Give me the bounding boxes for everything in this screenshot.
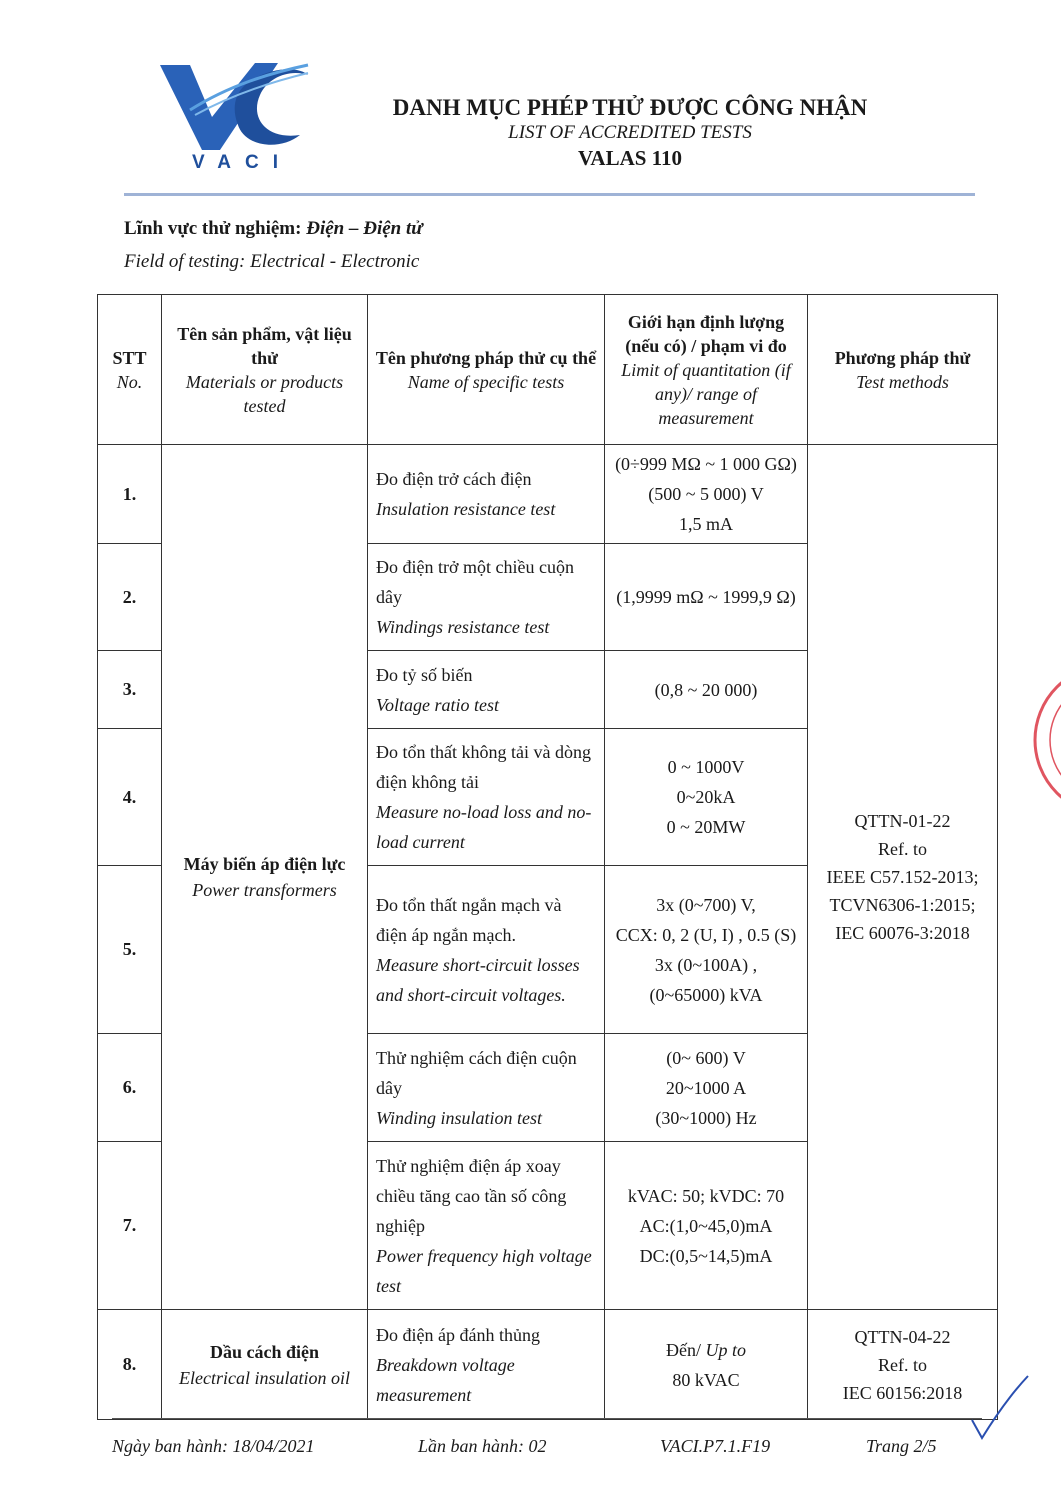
test-cell	[368, 1142, 605, 1310]
row-number: 8.	[98, 1310, 162, 1420]
row-number: 4.	[98, 729, 162, 866]
limit-line: 0~20kA	[676, 787, 736, 807]
test-en: Measure no-load loss and no-load current	[376, 802, 592, 852]
method-line: QTTN-04-22	[854, 1326, 951, 1347]
material-vi: Dầu cách điện	[209, 1341, 319, 1362]
header-test: Tên phương pháp thử cụ thể Name of specific tests	[368, 295, 605, 445]
limit-cell	[605, 866, 808, 1034]
row-number: 3.	[98, 651, 162, 729]
method-line: QTTN-01-22	[854, 811, 951, 831]
footer-form-code: VACI.P7.1.F19	[660, 1436, 771, 1456]
limit-upto-vi: Đến/	[666, 1339, 701, 1360]
field-label-vi: Lĩnh vực thử nghiệm	[124, 218, 296, 239]
field-en: Field of testing: Electrical - Electronic	[124, 251, 420, 272]
accredited-tests-table	[97, 294, 998, 1420]
method-line: TCVN6306-1:2015;	[829, 895, 976, 915]
table-row	[98, 445, 998, 544]
footer-divider	[112, 1418, 982, 1419]
check-mark-icon	[968, 1372, 1030, 1442]
test-vi: Đo điện trở cách điện	[376, 469, 532, 489]
limit-line: (0÷999 MΩ ~ 1 000 GΩ)	[615, 454, 797, 474]
test-cell	[368, 445, 605, 544]
limit-cell	[605, 651, 808, 729]
test-en: Insulation resistance test	[376, 499, 556, 519]
row-number: 6.	[98, 1034, 162, 1142]
field-vi: Lĩnh vực thử nghiệm: Điện – Điện tử	[124, 218, 423, 239]
limit-line: 1,5 mA	[679, 514, 733, 534]
limit-line: AC:(1,0~45,0)mA	[639, 1215, 773, 1236]
row-number: 1.	[98, 445, 162, 544]
header-method: Phương pháp thử Test methods	[808, 295, 998, 445]
test-cell	[368, 866, 605, 1034]
limit-line: (0~65000) kVA	[649, 984, 763, 1005]
test-vi: Thử nghiệm cách điện cuộn dây	[376, 1047, 577, 1098]
material-vi: Máy biến áp điện lực	[183, 854, 346, 874]
header-material: Tên sản phẩm, vật liệu thử Materials or products tested	[162, 295, 368, 445]
limit-upto-en: Up to	[705, 1339, 746, 1360]
test-vi: Thử nghiệm điện áp xoay chiều tăng cao tần số công nghiệp	[376, 1155, 567, 1236]
method-line: IEC 60076-3:2018	[835, 923, 970, 943]
method-line: Ref. to	[878, 1354, 927, 1375]
test-en: Breakdown voltage measurement	[376, 1354, 515, 1405]
test-en: Winding insulation test	[376, 1107, 543, 1128]
test-cell	[368, 544, 605, 651]
row-number: 2.	[98, 544, 162, 651]
limit-line: 0 ~ 1000V	[667, 757, 745, 777]
limit-line: (0~ 600) V	[666, 1047, 746, 1068]
stamp-fragment	[1030, 660, 1061, 820]
material-cell	[162, 1310, 368, 1420]
limit-line: (500 ~ 5 000) V	[648, 484, 764, 504]
limit-line: kVAC: 50; kVDC: 70	[627, 1185, 785, 1206]
limit-line: 3x (0~700) V,	[656, 894, 756, 915]
footer-revision: Lần ban hành: 02	[418, 1436, 547, 1456]
limit-line: (1,9999 mΩ ~ 1999,9 Ω)	[616, 587, 796, 607]
limit-cell	[605, 544, 808, 651]
test-vi: Đo tổn thất không tải và dòng điện không tải	[376, 742, 591, 792]
limit-line: (0,8 ~ 20 000)	[654, 679, 758, 700]
test-cell	[368, 1310, 605, 1420]
row-number: 7.	[98, 1142, 162, 1310]
method-line: IEEE C57.152-2013;	[826, 867, 979, 887]
limit-line: DC:(0,5~14,5)mA	[639, 1245, 773, 1266]
test-vi: Đo điện áp đánh thủng	[376, 1324, 540, 1345]
test-vi: Đo tổn thất ngắn mạch và điện áp ngắn mạch.	[376, 894, 562, 945]
table-header-row	[98, 295, 998, 445]
test-cell	[368, 651, 605, 729]
test-en: Voltage ratio test	[376, 694, 499, 715]
title-en: LIST OF ACCREDITED TESTS	[508, 122, 752, 143]
limit-line: CCX: 0, 2 (U, I) , 0.5 (S)	[615, 924, 797, 945]
limit-cell	[605, 1142, 808, 1310]
field-value-vi: Điện – Điện tử	[306, 218, 423, 239]
test-en: Measure short-circuit losses and short-circuit voltages.	[376, 954, 580, 1005]
test-cell	[368, 1034, 605, 1142]
test-vi: Đo tỷ số biến	[376, 664, 473, 685]
test-en: Windings resistance test	[376, 617, 550, 637]
method-line: Ref. to	[878, 839, 927, 859]
limit-line: 3x (0~100A) ,	[654, 954, 758, 975]
limit-line: 0 ~ 20MW	[666, 817, 746, 837]
limit-cell	[605, 1310, 808, 1420]
limit-line: 80 kVAC	[672, 1369, 740, 1390]
footer-page: Trang 2/5	[866, 1436, 937, 1456]
limit-cell	[605, 729, 808, 866]
material-en: Electrical insulation oil	[179, 1367, 350, 1388]
limit-line: (30~1000) Hz	[655, 1107, 757, 1128]
row-number: 5.	[98, 866, 162, 1034]
test-en: Power frequency high voltage test	[376, 1245, 592, 1296]
method-cell	[808, 445, 998, 1310]
header-stt: STT No.	[98, 295, 162, 445]
title-vi: DANH MỤC PHÉP THỬ ĐƯỢC CÔNG NHẬN	[392, 95, 868, 120]
limit-cell	[605, 1034, 808, 1142]
header-divider	[124, 193, 975, 196]
footer-issue-date: Ngày ban hành: 18/04/2021	[112, 1436, 315, 1456]
limit-cell	[605, 445, 808, 544]
material-en: Power transformers	[192, 880, 337, 900]
test-vi: Đo điện trở một chiều cuộn dây	[376, 557, 574, 607]
logo-text: VACI	[192, 152, 292, 173]
header-limit: Giới hạn định lượng (nếu có) / phạm vi đo Limit of quantitation (if any)/ range of measurement	[605, 295, 808, 445]
material-cell	[162, 445, 368, 1310]
document-code: VALAS 110	[577, 146, 683, 170]
method-line: IEC 60156:2018	[842, 1382, 963, 1403]
test-cell	[368, 729, 605, 866]
table-row	[98, 1310, 998, 1420]
limit-line: 20~1000 A	[665, 1077, 747, 1098]
